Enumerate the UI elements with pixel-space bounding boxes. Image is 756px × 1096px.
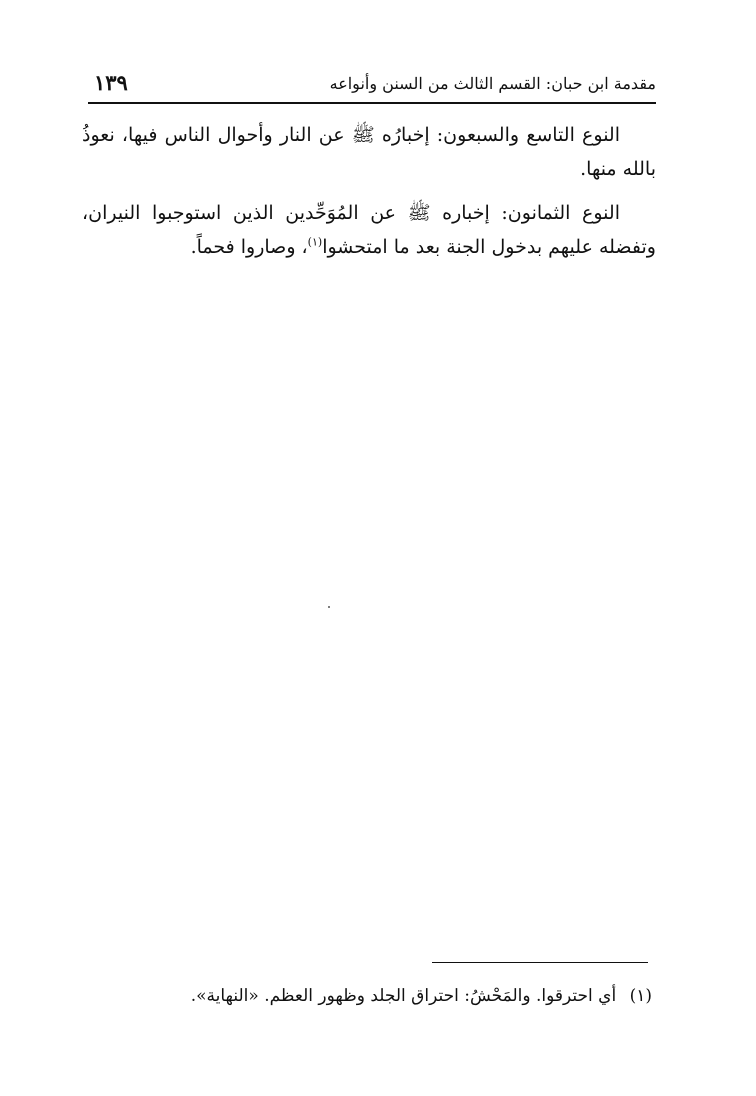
paragraph-79: [82, 118, 656, 186]
footnote-number: (١): [629, 986, 652, 1006]
page-header: [88, 70, 656, 100]
paragraph-text: النوع الثمانون: إخباره ﷺ عن المُوَحِّدين الذين استوجبوا النيران، وتفضله عليهم بدخول الجنة بعد ما امتحشوا: [82, 202, 656, 258]
footnote-text: أي احترقوا. والمَحْشُ: احتراق الجلد وظهور العظم. «النهاية».: [190, 986, 617, 1006]
footnote-separator: [432, 962, 648, 963]
main-text: [82, 118, 656, 274]
paragraph-text-end: ، وصاروا فحماً.: [190, 236, 308, 258]
page-number: ١٣٩: [94, 70, 128, 95]
footnote-reference: (١): [307, 235, 323, 249]
paragraph-text: النوع التاسع والسبعون: إخبارُه ﷺ عن النار وأحوال الناس فيها، نعوذُ بالله منها.: [82, 124, 656, 180]
paragraph-80: [82, 196, 656, 264]
scan-speck: [328, 606, 330, 608]
running-title: مقدمة ابن حبان: القسم الثالث من السنن وأنواعه: [329, 74, 656, 93]
footnote: [120, 982, 652, 1010]
header-rule: [88, 102, 656, 104]
